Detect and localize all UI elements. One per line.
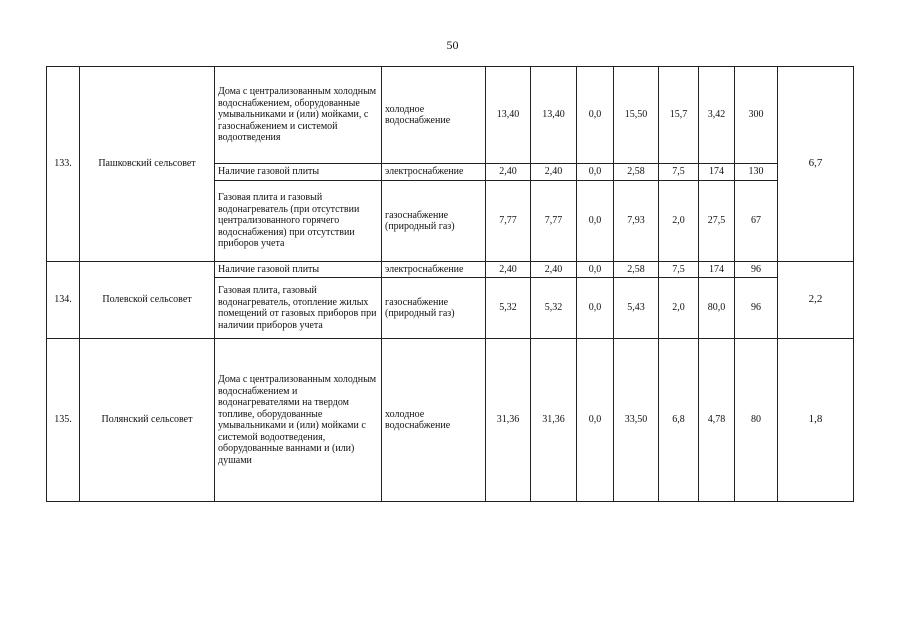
page-number: 50: [446, 38, 459, 52]
value-cell: 15,50: [614, 67, 659, 164]
value-cell: 2,0: [659, 181, 699, 262]
value-cell: 300: [735, 67, 778, 164]
value-cell: 33,50: [614, 339, 659, 502]
value-cell: 96: [735, 278, 778, 339]
value-cell: 0,0: [577, 262, 614, 278]
value-cell: 96: [735, 262, 778, 278]
table-row: [47, 67, 854, 164]
housing-description: Газовая плита, газовый водонагреватель, отопление жилых помещений от газовых приборов при наличии приборов учета: [215, 278, 382, 339]
value-cell: 15,7: [659, 67, 699, 164]
row-number: 135.: [47, 339, 80, 502]
value-cell: 13,40: [531, 67, 577, 164]
value-cell: 2,40: [531, 164, 577, 181]
value-cell: 0,0: [577, 67, 614, 164]
value-cell: 7,5: [659, 164, 699, 181]
value-cell: 2,40: [486, 164, 531, 181]
service-type: холодное водоснабжение: [382, 67, 486, 164]
row-number: 134.: [47, 262, 80, 339]
housing-description: Дома с централизованным холодным водоснабжением, оборудованные умывальниками и (или) мойками, с газоснабжением и системой водоотведения: [215, 67, 382, 164]
value-cell: 7,93: [614, 181, 659, 262]
row-number: 133.: [47, 67, 80, 262]
value-cell: 3,42: [699, 67, 735, 164]
table-row: [47, 339, 854, 502]
index-cell: 2,2: [778, 262, 854, 339]
value-cell: 6,8: [659, 339, 699, 502]
value-cell: 0,0: [577, 181, 614, 262]
value-cell: 7,5: [659, 262, 699, 278]
service-type: газоснабжение (природный газ): [382, 278, 486, 339]
value-cell: 13,40: [486, 67, 531, 164]
service-type: газоснабжение (природный газ): [382, 181, 486, 262]
value-cell: 2,40: [531, 262, 577, 278]
index-cell: 6,7: [778, 67, 854, 262]
value-cell: 5,43: [614, 278, 659, 339]
value-cell: 27,5: [699, 181, 735, 262]
value-cell: 174: [699, 262, 735, 278]
settlement-name: Полевской сельсовет: [80, 262, 215, 339]
settlement-name: Пашковский сельсовет: [80, 67, 215, 262]
value-cell: 130: [735, 164, 778, 181]
value-cell: 2,58: [614, 164, 659, 181]
value-cell: 80,0: [699, 278, 735, 339]
value-cell: 67: [735, 181, 778, 262]
housing-description: Наличие газовой плиты: [215, 262, 382, 278]
value-cell: 31,36: [486, 339, 531, 502]
service-type: холодное водоснабжение: [382, 339, 486, 502]
value-cell: 4,78: [699, 339, 735, 502]
value-cell: 5,32: [486, 278, 531, 339]
value-cell: 31,36: [531, 339, 577, 502]
value-cell: 0,0: [577, 339, 614, 502]
tariff-table: [46, 66, 854, 502]
value-cell: 174: [699, 164, 735, 181]
service-type: электроснабжение: [382, 164, 486, 181]
value-cell: 0,0: [577, 278, 614, 339]
value-cell: 2,58: [614, 262, 659, 278]
value-cell: 0,0: [577, 164, 614, 181]
value-cell: 7,77: [486, 181, 531, 262]
value-cell: 5,32: [531, 278, 577, 339]
value-cell: 2,40: [486, 262, 531, 278]
settlement-name: Полянский сельсовет: [80, 339, 215, 502]
value-cell: 7,77: [531, 181, 577, 262]
housing-description: Наличие газовой плиты: [215, 164, 382, 181]
value-cell: 2,0: [659, 278, 699, 339]
index-cell: 1,8: [778, 339, 854, 502]
housing-description: Дома с централизованным холодным водоснабжением и водонагревателями на твердом топливе, оборудованные умывальниками и (или) мойками с системой водоотведения, оборудованные ваннами и (или) душами: [215, 339, 382, 502]
table-row: [47, 262, 854, 278]
service-type: электроснабжение: [382, 262, 486, 278]
value-cell: 80: [735, 339, 778, 502]
housing-description: Газовая плита и газовый водонагреватель (при отсутствии централизованного горячего водоснабжения) при отсутствии приборов учета: [215, 181, 382, 262]
